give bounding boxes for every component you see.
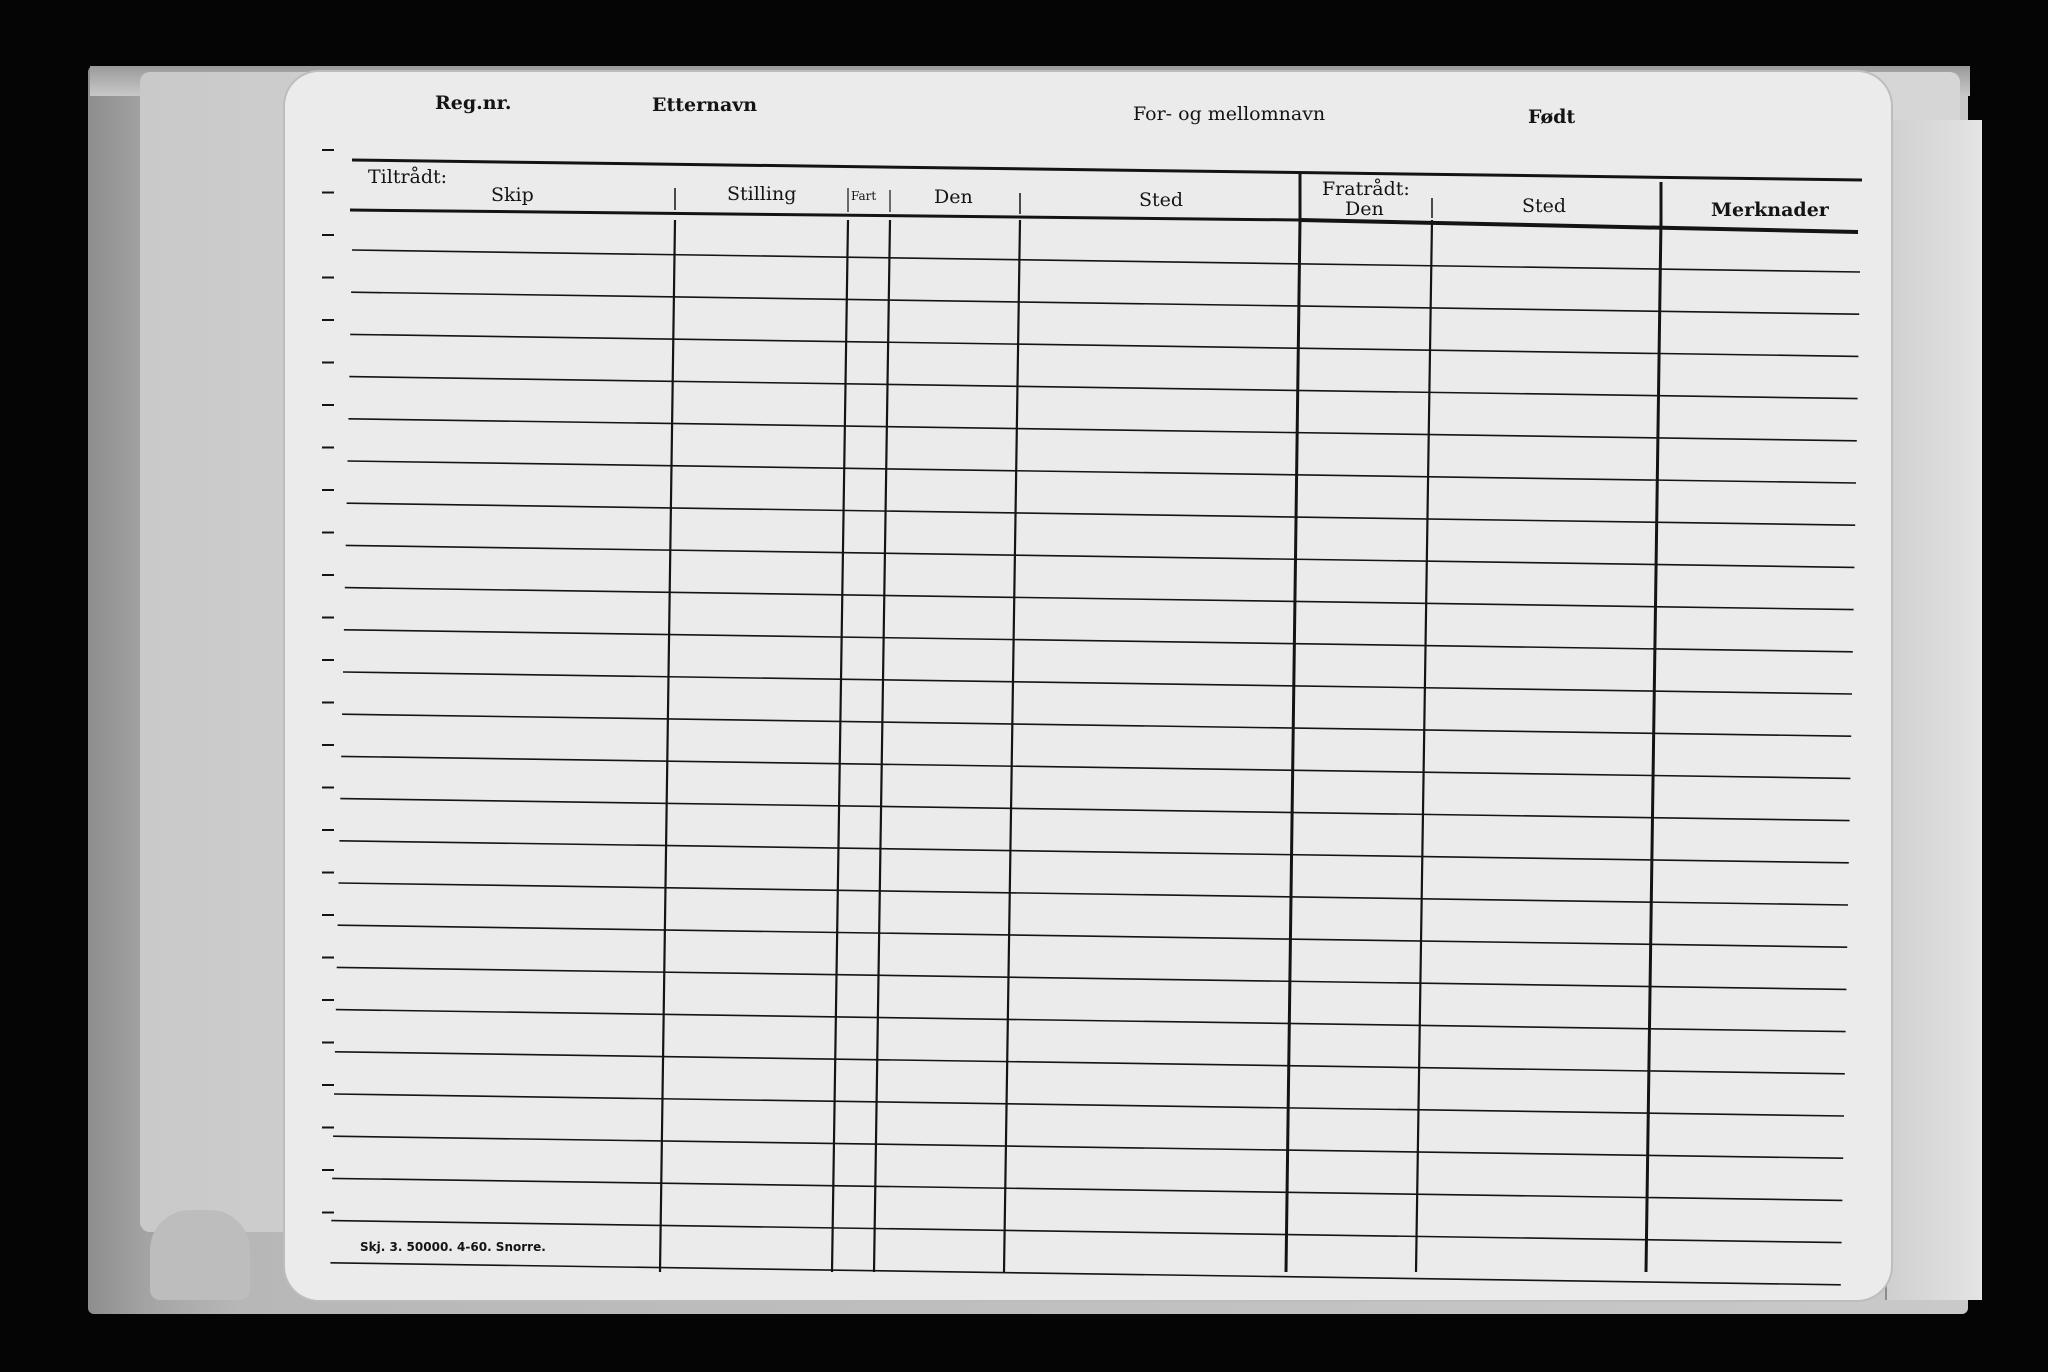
entry-row-line [344, 630, 1853, 652]
entry-row-line [350, 334, 1858, 356]
entry-row-line [333, 1136, 1843, 1158]
entry-row-line [335, 1052, 1845, 1074]
reg-nr-label: Reg.nr. [435, 92, 512, 114]
tiltradt-label: Tiltrådt: [368, 166, 448, 188]
entry-row-line [336, 1010, 1846, 1032]
column-divider [660, 220, 675, 1272]
entry-row-line [338, 925, 1848, 947]
column-divider [1646, 220, 1661, 1272]
column-header-rule-right [1300, 220, 1858, 232]
column-divider [1286, 220, 1300, 1272]
entry-row-line [334, 1094, 1844, 1116]
entry-row-line [332, 1178, 1842, 1200]
entry-row-line [343, 672, 1852, 694]
etternavn-label: Etternavn [652, 94, 758, 116]
column-divider [832, 220, 848, 1272]
entry-row-line [339, 883, 1849, 905]
entry-row-line [345, 588, 1854, 610]
fratradt-den-column-header: Den [1345, 198, 1384, 220]
fart-column-header: Fart [851, 189, 877, 203]
entry-row-line [352, 250, 1860, 272]
entry-row-line [347, 503, 1856, 525]
column-divider [1004, 220, 1020, 1272]
entry-row-line [349, 377, 1857, 399]
entry-row-line [348, 461, 1857, 483]
merknader-column-header: Merknader [1711, 199, 1829, 221]
entry-row-line [351, 292, 1859, 314]
entry-row-line [337, 967, 1847, 989]
header-rule [352, 160, 1862, 180]
fratradt-label: Fratrådt: [1322, 178, 1410, 200]
column-header-rule-left [350, 210, 1300, 220]
column-divider [874, 220, 890, 1272]
entry-row-line [331, 1221, 1841, 1243]
sted-column-header: Sted [1139, 189, 1184, 211]
column-divider [1416, 220, 1432, 1272]
skip-column-header: Skip [491, 184, 534, 206]
entry-row-line [342, 714, 1851, 736]
fodt-label: Født [1528, 106, 1576, 128]
entry-row-line [348, 419, 1856, 441]
fratradt-sted-column-header: Sted [1522, 195, 1567, 217]
print-code: Skj. 3. 50000. 4-60. Snorre. [360, 1240, 546, 1254]
den-column-header: Den [934, 186, 973, 208]
entry-row-line [340, 799, 1849, 821]
entry-row-line [341, 756, 1850, 778]
entry-row-line [330, 1263, 1840, 1285]
for-og-mellomnavn-label: For- og mellomnavn [1133, 103, 1326, 125]
stilling-column-header: Stilling [727, 183, 797, 205]
entry-row-line [339, 841, 1848, 863]
entry-row-line [346, 545, 1855, 567]
